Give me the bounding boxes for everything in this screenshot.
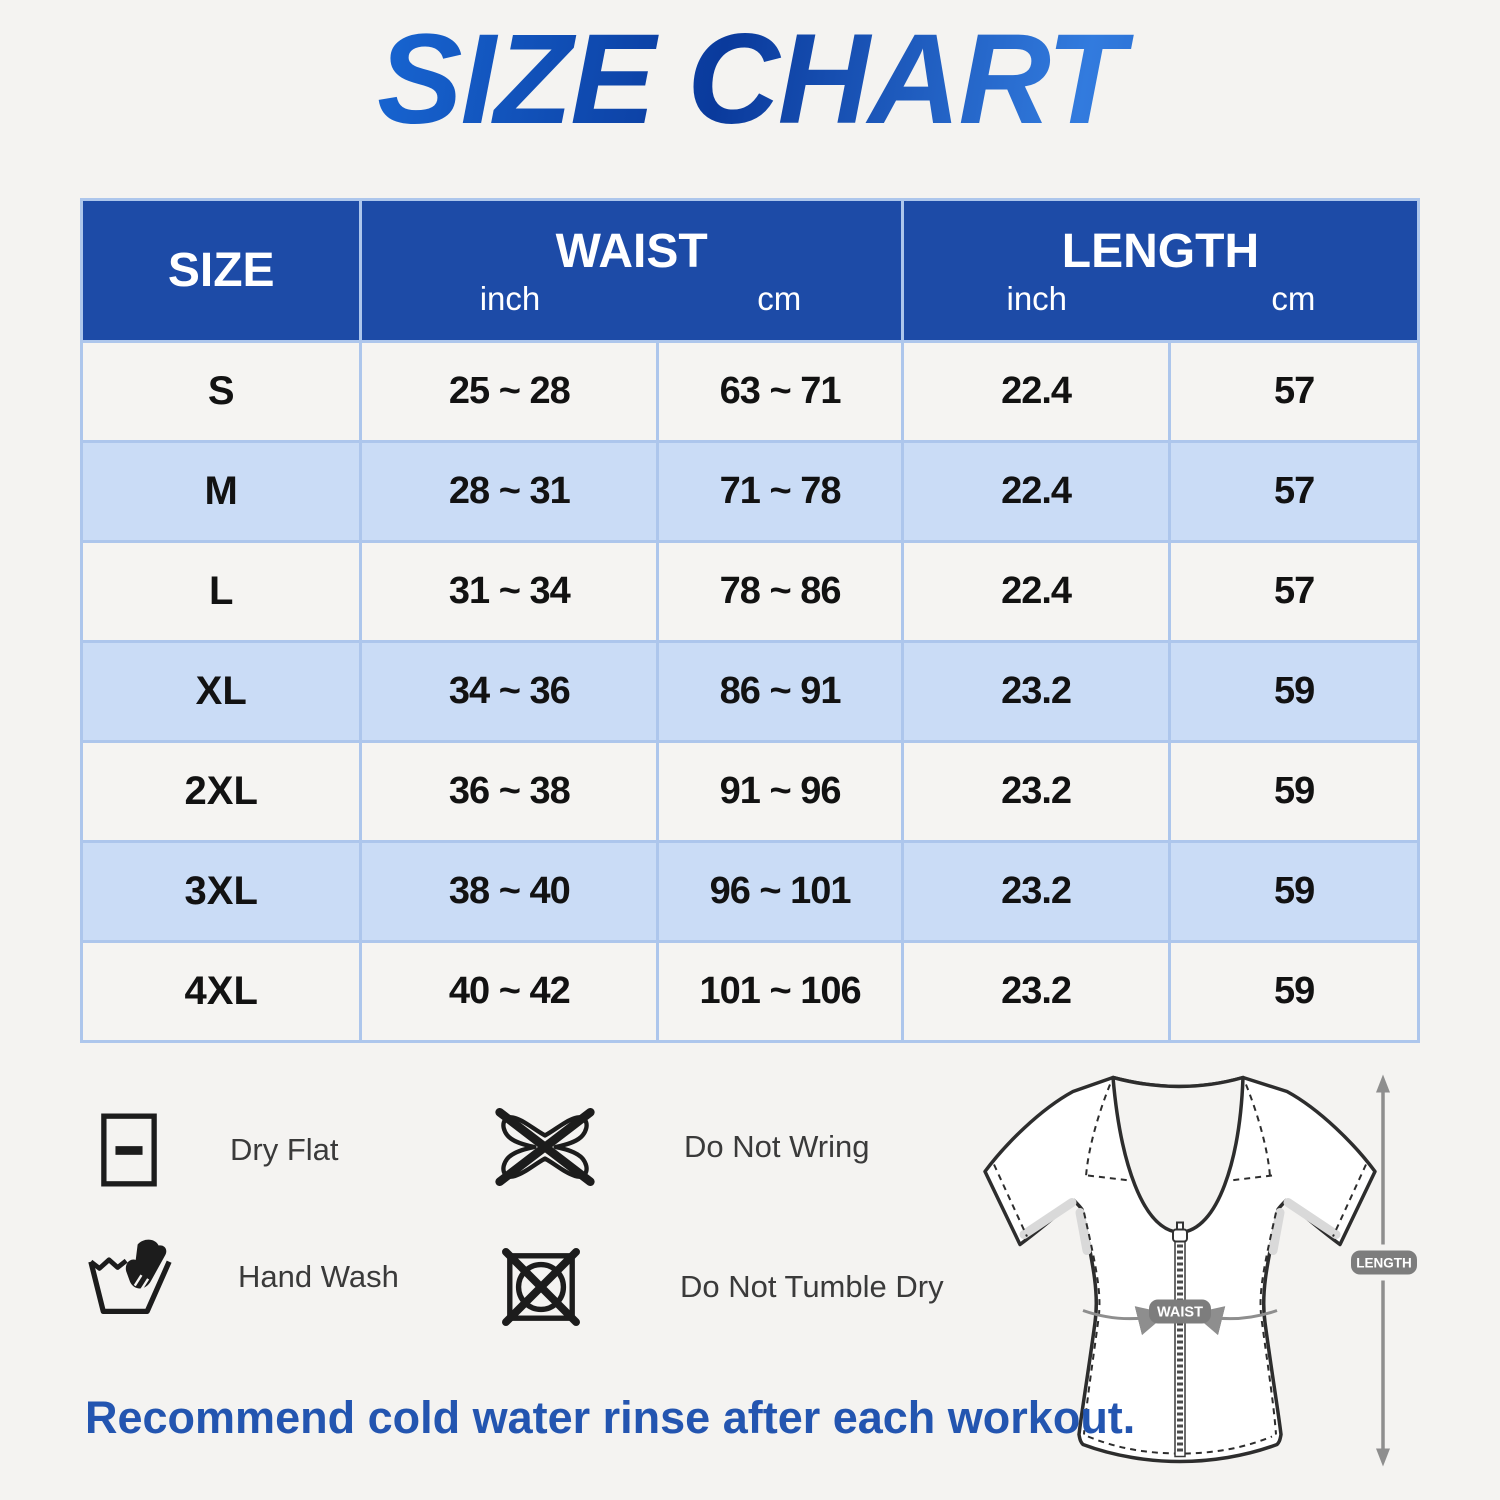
length-cm-cell: 59: [1170, 842, 1419, 942]
length-cm-cell: 57: [1170, 542, 1419, 642]
length-badge: [1351, 1251, 1417, 1275]
length-subheaders: [904, 280, 1417, 328]
care-item-do-not-wring: [492, 1106, 870, 1188]
column-header-waist: [361, 200, 902, 342]
table-row: [82, 742, 1419, 842]
length-inch-cell: 23.2: [902, 842, 1169, 942]
waist-badge: [1149, 1300, 1211, 1324]
table-row: [82, 842, 1419, 942]
do-not-tumble-dry-icon: [502, 1248, 580, 1326]
waist-inch-cell: 28 ~ 31: [361, 442, 658, 542]
waist-subheaders: [362, 280, 900, 328]
length-arrowhead-bottom: [1376, 1449, 1390, 1467]
waist-inch-cell: 38 ~ 40: [361, 842, 658, 942]
length-inch-cell: 22.4: [902, 342, 1169, 442]
do-not-wring-icon: [492, 1106, 598, 1188]
table-row: [82, 942, 1419, 1042]
size-cell: M: [82, 442, 361, 542]
care-label: Hand Wash: [238, 1259, 399, 1294]
svg-text:WAIST: WAIST: [1157, 1304, 1203, 1321]
waist-cm-cell: 71 ~ 78: [658, 442, 903, 542]
length-cm-subheader: cm: [1271, 279, 1316, 317]
waist-inch-subheader: inch: [479, 279, 541, 317]
length-arrowhead-top: [1376, 1075, 1390, 1093]
care-label: Dry Flat: [230, 1132, 339, 1167]
waist-cm-cell: 91 ~ 96: [658, 742, 903, 842]
table-row: [82, 642, 1419, 742]
size-chart-table: [80, 198, 1420, 1043]
waist-header-label: WAIST: [555, 225, 708, 279]
length-inch-cell: 23.2: [902, 642, 1169, 742]
size-cell: XL: [82, 642, 361, 742]
dry-flat-icon: [100, 1112, 158, 1188]
footer-note: Recommend cold water rinse after each workout.: [85, 1392, 1136, 1443]
page-title: SIZE CHART: [0, 6, 1500, 153]
table-header-row: [82, 200, 1419, 342]
care-item-hand-wash: [88, 1236, 399, 1318]
waist-cm-cell: 86 ~ 91: [658, 642, 903, 742]
zipper: [1173, 1223, 1187, 1457]
waist-cm-cell: 78 ~ 86: [658, 542, 903, 642]
size-cell: 2XL: [82, 742, 361, 842]
length-inch-cell: 22.4: [902, 442, 1169, 542]
length-cm-cell: 59: [1170, 942, 1419, 1042]
length-cm-cell: 57: [1170, 442, 1419, 542]
waist-inch-cell: 31 ~ 34: [361, 542, 658, 642]
length-inch-cell: 22.4: [902, 542, 1169, 642]
table-row: [82, 542, 1419, 642]
size-cell: L: [82, 542, 361, 642]
waist-inch-cell: 34 ~ 36: [361, 642, 658, 742]
table-row: [82, 342, 1419, 442]
waist-cm-cell: 101 ~ 106: [658, 942, 903, 1042]
length-inch-cell: 23.2: [902, 942, 1169, 1042]
svg-text:LENGTH: LENGTH: [1356, 1255, 1412, 1271]
table-row: [82, 442, 1419, 542]
size-header-label: SIZE: [167, 244, 275, 297]
waist-cm-subheader: cm: [757, 279, 802, 317]
waist-inch-cell: 25 ~ 28: [361, 342, 658, 442]
care-label: Do Not Tumble Dry: [680, 1269, 944, 1304]
length-inch-subheader: inch: [1006, 279, 1068, 317]
length-cm-cell: 57: [1170, 342, 1419, 442]
length-header-label: LENGTH: [1061, 225, 1260, 279]
length-cm-cell: 59: [1170, 642, 1419, 742]
care-item-dry-flat: [100, 1112, 339, 1188]
care-label: Do Not Wring: [684, 1129, 870, 1164]
waist-cm-cell: 96 ~ 101: [658, 842, 903, 942]
column-header-size: [82, 200, 361, 342]
length-inch-cell: 23.2: [902, 742, 1169, 842]
hand-wash-icon: [88, 1236, 172, 1318]
size-cell: 4XL: [82, 942, 361, 1042]
size-cell: 3XL: [82, 842, 361, 942]
waist-inch-cell: 36 ~ 38: [361, 742, 658, 842]
care-item-do-not-tumble-dry: [502, 1248, 944, 1326]
waist-inch-cell: 40 ~ 42: [361, 942, 658, 1042]
waist-cm-cell: 63 ~ 71: [658, 342, 903, 442]
column-header-length: [902, 200, 1418, 342]
length-cm-cell: 59: [1170, 742, 1419, 842]
size-cell: S: [82, 342, 361, 442]
